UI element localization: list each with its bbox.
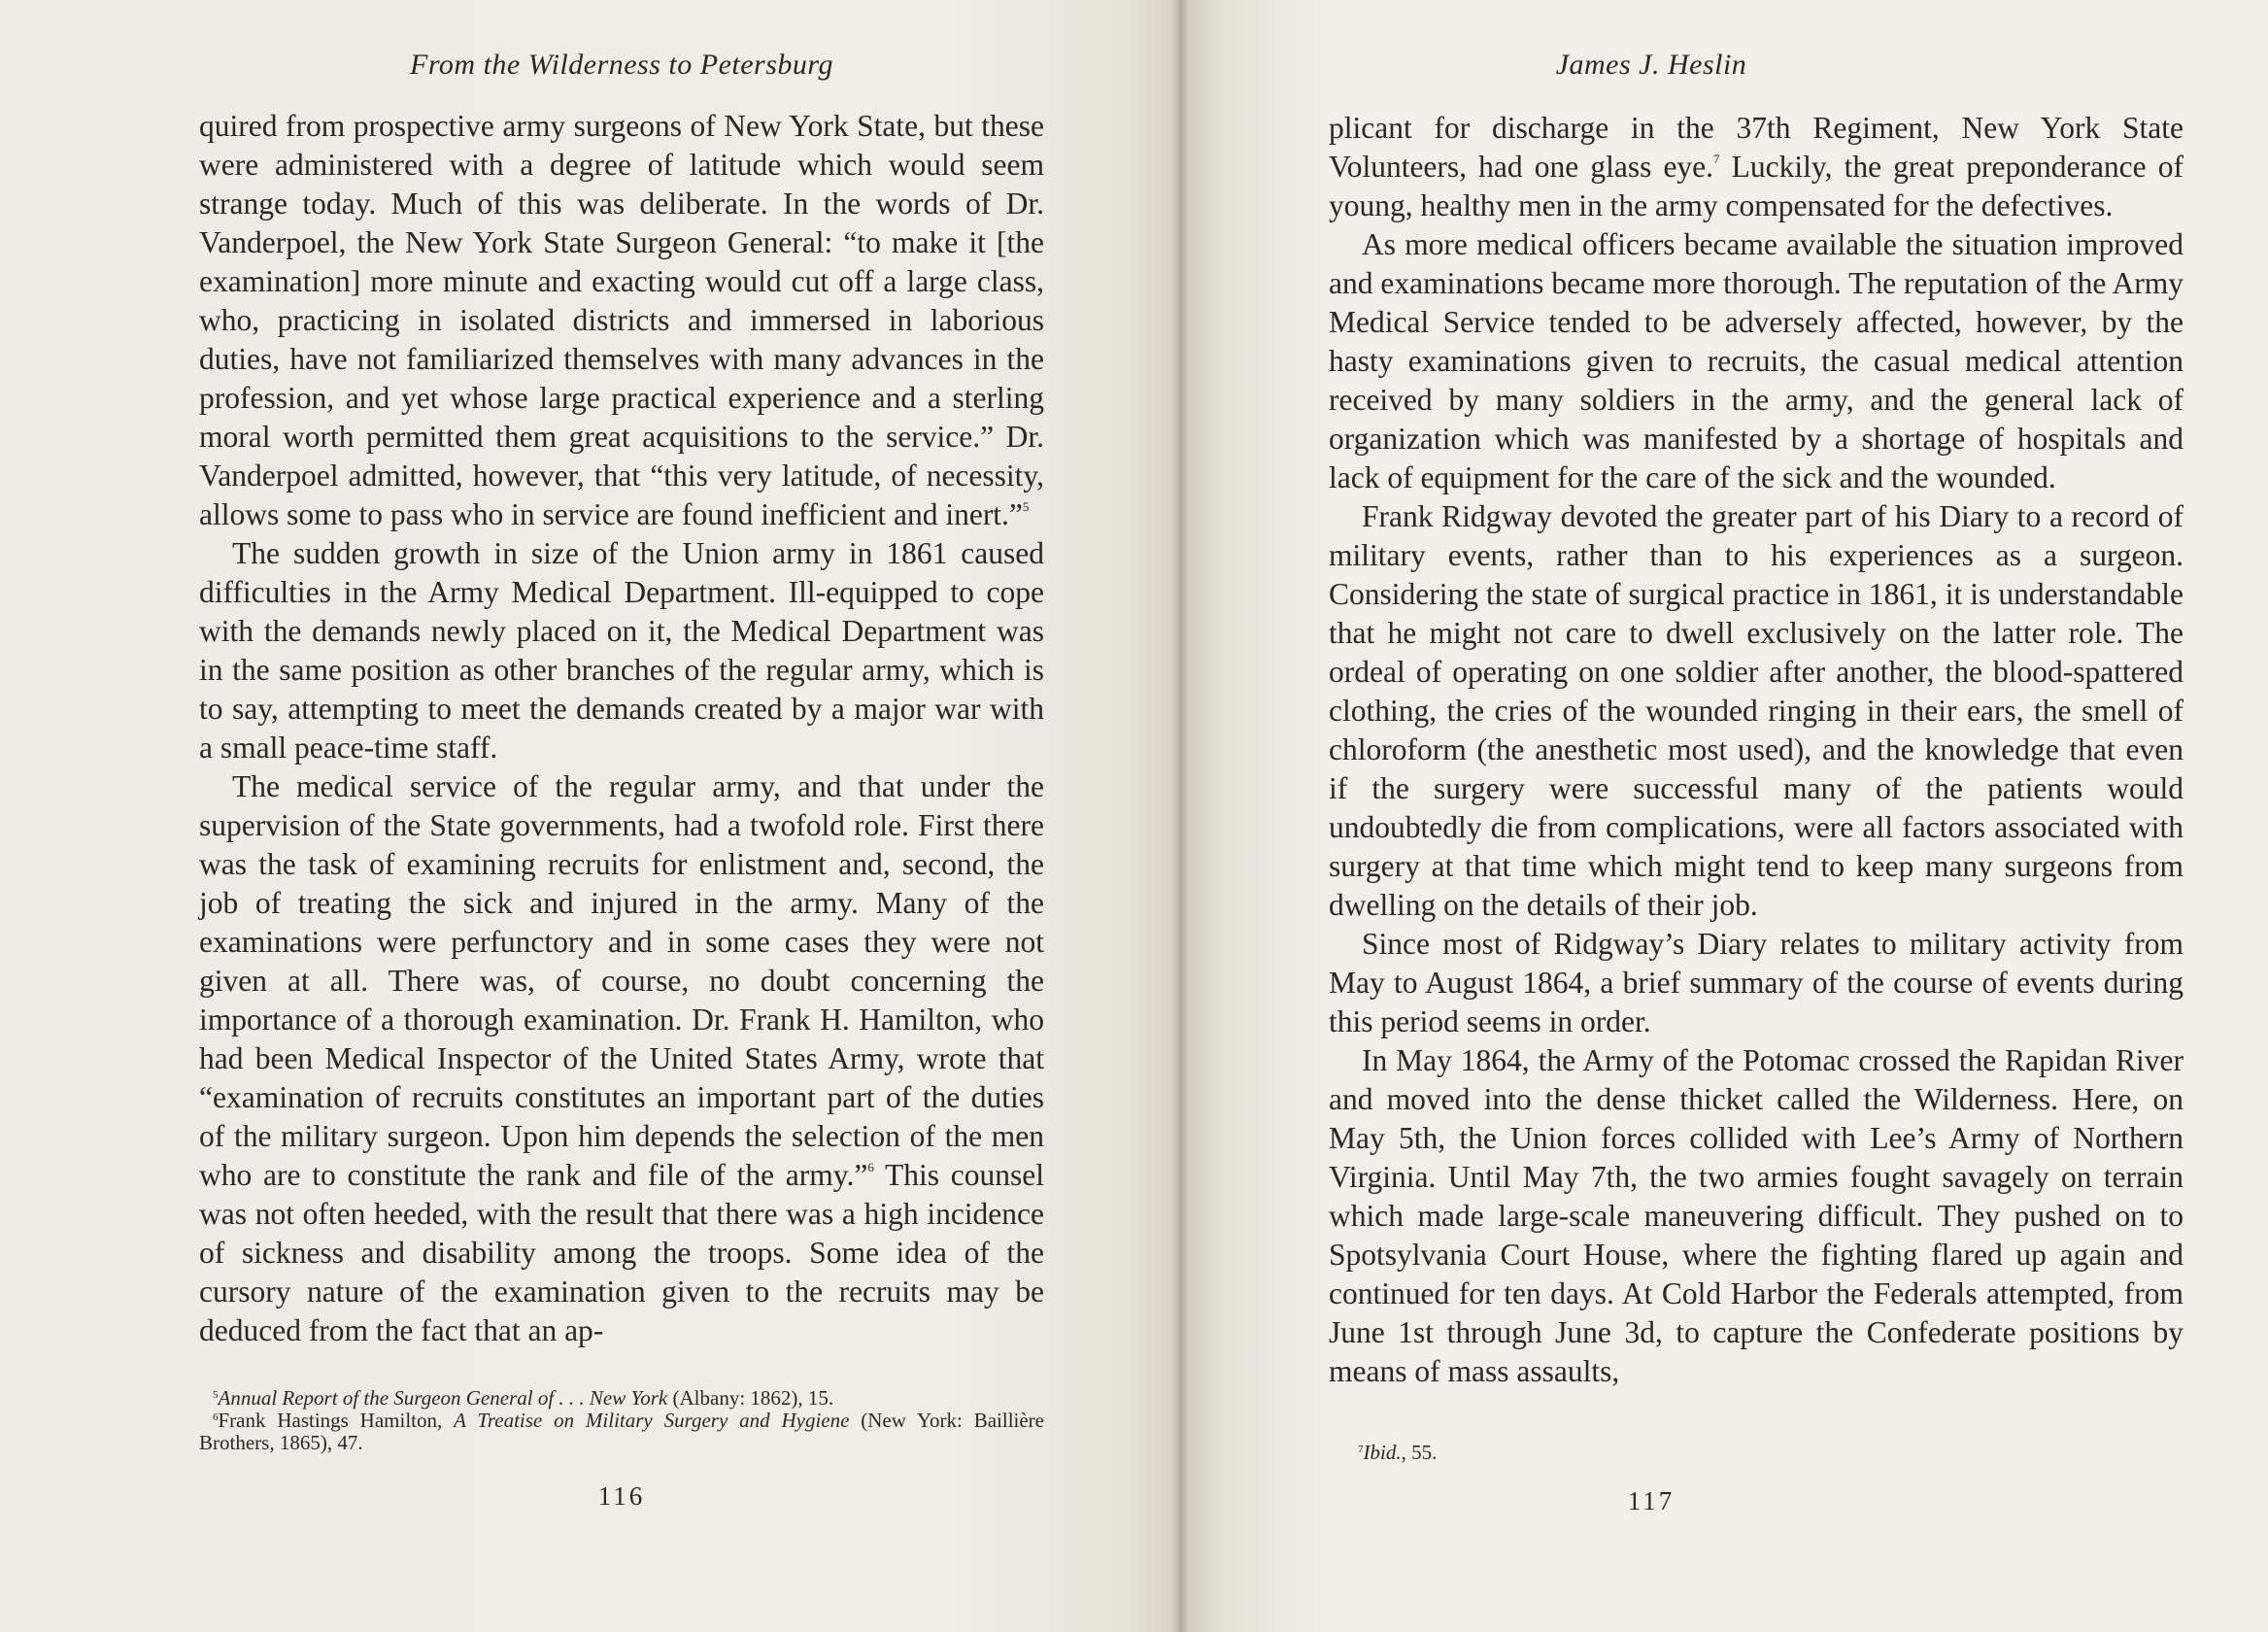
- paragraph: [1329, 925, 2183, 1041]
- paragraph-text: As more medical officers became available the situation improved and examinations became more thorough. The reputation of the Army Medical Service tended to be adversely affected, however, by the hasty examinations given to recruits, the casual medical attention received by many soldiers in the army, and the general lack of organization which was manifested by a shortage of hospitals and lack of equipment for the care of the sick and the wounded.: [1329, 227, 2183, 494]
- running-head-left: From the Wilderness to Petersburg: [410, 49, 833, 81]
- footnote-title: A Treatise on Military Surgery and Hygiene: [454, 1409, 850, 1432]
- footnote-text: (New York: Baillière Brothers, 1865), 47.: [199, 1409, 1044, 1454]
- footnote-number: 5: [213, 1389, 219, 1401]
- running-head-right: James J. Heslin: [1555, 49, 1747, 81]
- footnote: [1358, 1442, 1941, 1464]
- paragraph-text: The sudden growth in size of the Union army in 1861 caused difficulties in the Army Medical Department. Ill-equipped to cope with the demands newly placed on it, the Medical Department was in the same position as other branches of the regular army, which is to say, attempting to meet the demands created by a major war with a small peace-time staff.: [199, 536, 1044, 765]
- paragraph: [1329, 1041, 2183, 1391]
- footnote-title: Annual Report of the Surgeon General of . . . New York: [218, 1386, 668, 1410]
- paragraph: [199, 107, 1044, 534]
- paragraph: [1329, 497, 2183, 925]
- book-gutter: [1171, 0, 1189, 1632]
- paragraph-text: Frank Ridgway devoted the greater part of his Diary to a record of military events, rather than to his experiences as a surgeon. Considering the state of surgical practice in 1861, it is understandable that he might not care to dwell exclusively on the latter role. The ordeal of operating on one soldier after another, the blood-spattered clothing, the cries of the wounded ringing in their ears, the smell of chloroform (the anesthetic most used), and the knowledge that even if the surgery were successful many of the patients would undoubtedly die from complications, were all factors associated with surgery at that time which might tend to keep many surgeons from dwelling on the details of their job.: [1329, 499, 2183, 922]
- paragraph-text: Since most of Ridgway’s Diary relates to military activity from May to August 1864, a brief summary of the course of events during this period seems in order.: [1329, 927, 2183, 1038]
- right-page: [1180, 0, 2268, 1632]
- footnote-ref[interactable]: 7: [1713, 152, 1720, 166]
- footnote-text: Frank Hastings Hamilton,: [218, 1409, 455, 1432]
- footnote-title: Ibid.: [1363, 1441, 1402, 1464]
- footnote-text: , 55.: [1401, 1441, 1438, 1464]
- paragraph-text: quired from prospective army surgeons of New York State, but these were administered with a degree of latitude which would seem strange today. Much of this was deliberate. In the words of Dr. Vanderpoel, the New York State Surgeon General: “to make it [the examination] more minute and exacting would cut off a large class, who, practicing in isolated districts and immersed in laborious duties, have not familiarized themselves with many advances in the profession, and yet whose large practical experience and a sterling moral worth permitted them great acquisitions to the service.” Dr. Vanderpoel admitted, however, that “this very latitude, of necessity, allows some to pass who in service are found inefficient and inert.”: [199, 109, 1044, 531]
- footnote-ref[interactable]: 5: [1022, 499, 1030, 514]
- paragraph-text: Luckily, the great preponderance of young, healthy men in the army compensated for the defectives.: [1329, 150, 2183, 222]
- paragraph-text: The medical service of the regular army, and that under the supervision of the State governments, had a twofold role. First there was the task of examining recruits for enlistment and, second, the job of treating the sick and injured in the army. Many of the examinations were perfunctory and in some cases they were not given at all. There was, of course, no doubt concerning the importance of a thorough examination. Dr. Frank H. Hamilton, who had been Medical Inspector of the United States Army, wrote that “examination of recruits constitutes an important part of the duties of the military surgeon. Upon him depends the selection of the men who are to constitute the rank and file of the army.”: [199, 769, 1044, 1192]
- footnotes-left: [199, 1387, 1044, 1454]
- page-number-left: 116: [597, 1481, 646, 1511]
- paragraph: [1329, 225, 2183, 497]
- footnote-text: (Albany: 1862), 15.: [667, 1386, 834, 1410]
- paragraph-text: plicant for discharge in the 37th Regiment, New York State Volunteers, had one glass eye.: [1329, 111, 2183, 184]
- paragraph: [199, 534, 1044, 767]
- footnotes-right: [1358, 1442, 1941, 1464]
- footnote-ref[interactable]: 6: [867, 1160, 874, 1174]
- paragraph: [199, 767, 1044, 1350]
- footnote: [199, 1410, 1044, 1454]
- footnote-number: 7: [1358, 1444, 1364, 1455]
- right-body-text: [1329, 109, 2183, 1391]
- paragraph-text: This counsel was not often heeded, with the result that there was a high incidence of sickness and disability among the troops. Some idea of the cursory nature of the examination given to the recruits may be deduced from the fact that an ap-: [199, 1158, 1044, 1347]
- footnote: [199, 1387, 1044, 1410]
- paragraph: [1329, 109, 2183, 225]
- paragraph-text: In May 1864, the Army of the Potomac crossed the Rapidan River and moved into the dense thicket called the Wilderness. Here, on May 5th, the Union forces collided with Lee’s Army of Northern Virginia. Until May 7th, the two armies fought savagely on terrain which made large-scale maneuvering difficult. They pushed on to Spotsylvania Court House, where the fighting flared up again and continued for ten days. At Cold Harbor the Federals attempted, from June 1st through June 3d, to capture the Confederate positions by means of mass assaults,: [1329, 1043, 2183, 1388]
- footnote-number: 6: [213, 1411, 219, 1423]
- left-body-text: [199, 107, 1044, 1350]
- page-number-right: 117: [1627, 1486, 1676, 1515]
